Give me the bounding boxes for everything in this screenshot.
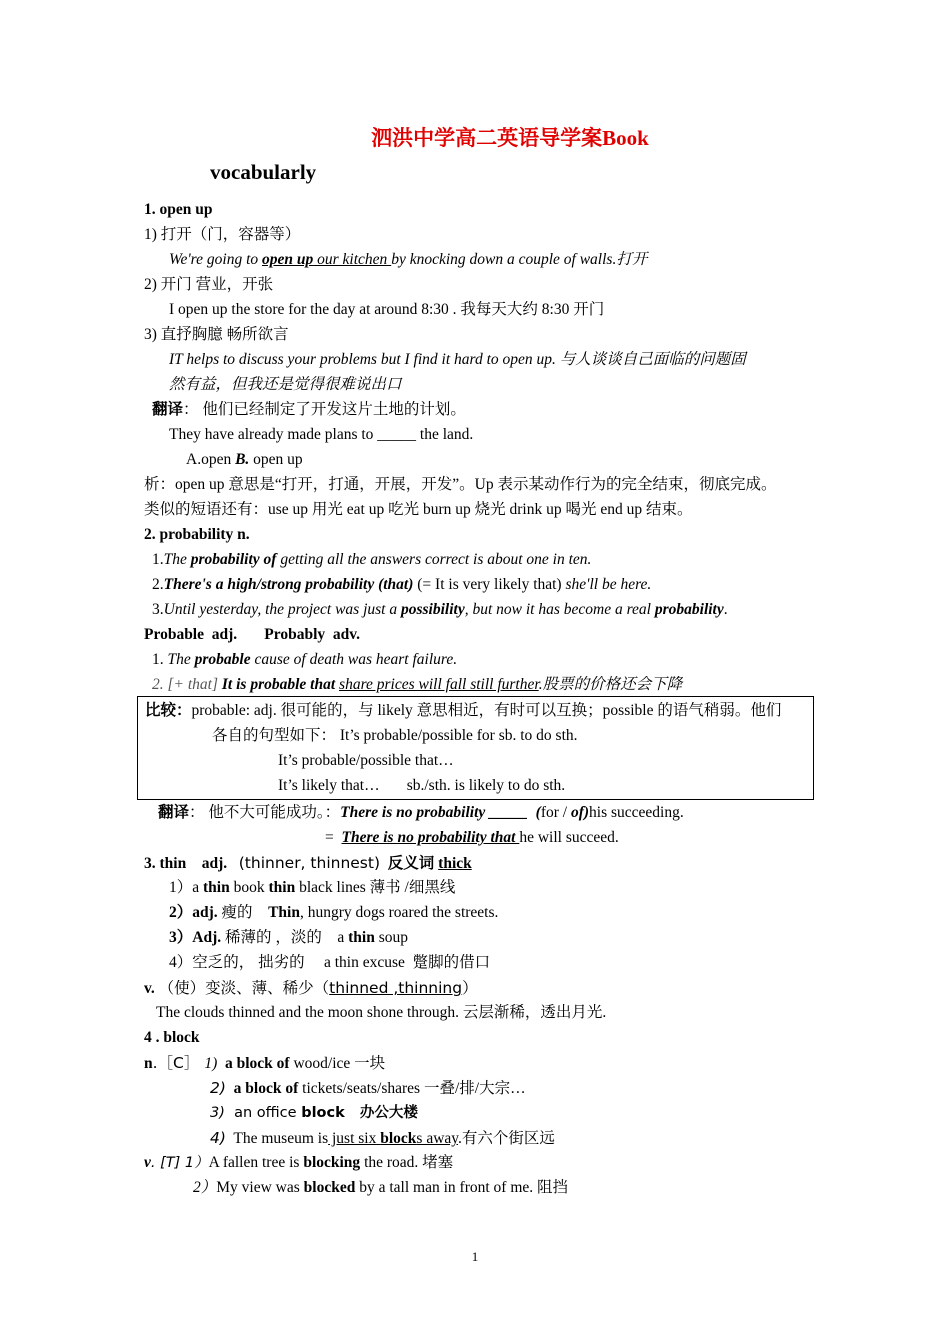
example-keyword: probability (654, 601, 724, 618)
example-text: , but now it has become a real (464, 601, 655, 618)
meaning-line: 3) 直抒胸臆 畅所欲言 (144, 326, 289, 343)
example-line (152, 675, 682, 695)
example-line (169, 250, 647, 270)
translation-answer: There is no probability that (341, 829, 520, 846)
example-keyword: thin (203, 879, 230, 896)
example-keyword: a block of (217, 1055, 290, 1072)
word-forms: thinned ,thinning (329, 979, 463, 997)
translation-answer: There is no probability _____ (340, 804, 528, 821)
example-keyword: There's a high/strong probability (that) (163, 576, 414, 593)
example-line (169, 903, 498, 923)
meaning-label: 3）Adj. (169, 929, 222, 946)
section-heading-block (144, 1028, 200, 1048)
analysis-line: 类似的短语还有：use up 用光 eat up 吃光 burn up 烧光 drink up 喝光 end up 结束。 (144, 501, 693, 518)
item-number: . [T] 1） (150, 1155, 209, 1171)
example-number: 3. (152, 601, 164, 618)
example-text: 1）a (169, 879, 204, 896)
example-keyword: It is probable that (221, 676, 336, 693)
example-text: an office (224, 1105, 302, 1121)
meaning-line: 2) 开门 营业，开张 (144, 276, 274, 293)
example-text: The (167, 651, 195, 668)
example-text: .有六个街区远 (458, 1130, 555, 1147)
example-text: our kitchen (313, 251, 392, 268)
meaning-label: 2）adj. (169, 904, 218, 921)
noun-meaning-line (144, 1053, 385, 1074)
item-number: 4) (210, 1129, 226, 1147)
comparison-line (145, 701, 781, 721)
word-forms: (thinner, thinnest) (238, 854, 381, 872)
example-text: A fallen tree is (208, 1154, 304, 1171)
example-line: 然有益，但我还是觉得很难说出口 (169, 376, 402, 393)
item-number: 2） (193, 1179, 217, 1196)
example-line (152, 650, 457, 670)
example-line: The clouds thinned and the moon shone through. 云层渐稀，透出月光. (156, 1004, 607, 1021)
example-text: .股票的价格还会下降 (538, 676, 683, 693)
example-text: cause of death was heart failure. (250, 651, 458, 668)
verb-meaning-line (144, 1153, 453, 1173)
example-line (169, 928, 408, 948)
example-keyword: possibility (400, 601, 465, 618)
equals-sign: = (325, 829, 342, 846)
translation-label: 翻译 (158, 804, 190, 821)
countability-label: .［C］ (152, 1054, 205, 1072)
example-line: 4）空乏的， 拙劣的 a thin excuse 蹩脚的借口 (169, 954, 491, 971)
example-keyword: blocked (303, 1179, 356, 1196)
translation-text: ( (527, 804, 541, 821)
example-text: (= It is very likely that) (413, 576, 566, 593)
example-text: 瘦的 (217, 904, 269, 921)
example-keyword: blocking (303, 1154, 361, 1171)
example-text: 办公大楼 (344, 1105, 418, 1121)
example-text: book (229, 879, 269, 896)
section-heading-text: 3. thin adj. (144, 855, 228, 872)
meaning-text: ） (462, 980, 478, 997)
example-text: she'll be here. (565, 576, 652, 593)
item-number: 1) (204, 1055, 218, 1072)
translation-text: his succeeding. (589, 804, 684, 821)
example-line: I open up the store for the day at around 8:30 . 我每天大约 8:30 开门 (169, 301, 605, 318)
example-line (210, 1103, 418, 1123)
example-text: wood/ice 一块 (289, 1055, 386, 1072)
verb-meaning-line (144, 978, 478, 999)
pos-label: v (144, 1154, 151, 1171)
example-line (152, 575, 651, 595)
option-b-letter: B. (235, 451, 250, 468)
example-text: the road. 堵塞 (360, 1154, 454, 1171)
translation-answer: of) (570, 804, 590, 821)
example-line (152, 550, 591, 570)
item-number: 3) (210, 1105, 225, 1121)
antonym-label: 反义词 (387, 855, 435, 872)
page-title: 泗洪中学高二英语导学案Book (371, 126, 649, 150)
example-text: by a tall man in front of me. 阻挡 (355, 1179, 569, 1196)
example-line: IT helps to discuss your problems but I find it hard to open up. 与人谈谈自己面临的问题固 (169, 351, 746, 368)
example-text: tickets/seats/shares 一叠/排/大宗… (298, 1080, 526, 1097)
example-text: black lines 薄书 /细黑线 (295, 879, 456, 896)
page-subtitle: vocabularly (210, 160, 317, 184)
example-keyword: probability of (190, 551, 277, 568)
example-text: The museum is (225, 1130, 329, 1147)
section-heading-probability: 2. probability n. (144, 526, 250, 543)
translation-text: for / (540, 804, 571, 821)
example-keyword: block (380, 1130, 417, 1147)
section-heading-text: . block (155, 1029, 200, 1046)
example-number: 2. (152, 576, 164, 593)
comparison-text: probable: adj. 很可能的，与 likely 意思相近，有时可以互换；possible 的语气稍弱。他们 (191, 702, 782, 719)
example-keyword: a block of (225, 1080, 299, 1097)
example-keyword: Thin (268, 904, 300, 921)
translation-text: ： 他不大可能成功。： (189, 804, 341, 821)
example-keyword: block (301, 1105, 345, 1121)
meaning-text: （使）变淡、薄、稀少（ (154, 980, 330, 997)
example-text: share prices will fall still further (339, 676, 539, 693)
example-keyword: probable (194, 651, 251, 668)
option-b: open up (249, 451, 303, 468)
analysis-line: 析：open up 意思是“打开，打通，开展，开发”。Up 表示某动作行为的完全结束，彻底完成。 (144, 476, 777, 493)
item-number: 2) (210, 1079, 226, 1097)
example-number: 2. [+ that] (152, 676, 222, 693)
example-keyword: thin (268, 879, 296, 896)
example-keyword: thin (348, 929, 375, 946)
example-text: just six (328, 1130, 381, 1147)
option-a: A.open (186, 451, 236, 468)
translation-label: 翻译 (152, 401, 184, 418)
example-text: 稀薄的 ，淡的 a (221, 929, 349, 946)
example-text: s away (416, 1130, 459, 1147)
example-line (193, 1178, 568, 1198)
comparison-line: It’s likely that… sb./sth. is likely to do sth. (278, 777, 566, 794)
page-number: 1 (471, 1249, 479, 1264)
pos-label: v. (144, 980, 155, 997)
comparison-line: It’s probable/possible that… (278, 752, 454, 769)
example-line (210, 1128, 555, 1149)
comparison-label: 比较： (145, 702, 192, 719)
example-text: We're going to (169, 251, 263, 268)
example-text: by knocking down a couple of walls.打开 (391, 251, 648, 268)
example-text: The (163, 551, 191, 568)
translation-equivalent (325, 828, 619, 848)
section-number: 4 (144, 1029, 156, 1046)
translation-text: ： 他们已经制定了开发这片土地的计划。 (183, 401, 466, 418)
exercise-options (186, 450, 303, 470)
example-text: getting all the answers correct is about one in ten. (276, 551, 592, 568)
example-text: , hungry dogs roared the streets. (299, 904, 499, 921)
meaning-line: 1) 打开（门，容器等） (144, 226, 301, 243)
example-number: 1. (152, 551, 164, 568)
example-text: . (723, 601, 728, 618)
section-heading-open-up: 1. open up (144, 201, 213, 218)
antonym: thick (438, 855, 472, 872)
exercise-sentence: They have already made plans to _____ the land. (169, 426, 474, 443)
example-number: 1. (152, 651, 168, 668)
comparison-line: 各自的句型如下： It’s probable/possible for sb. to do sth. (212, 727, 578, 744)
example-line (152, 600, 728, 620)
example-line (210, 1078, 526, 1099)
example-text: soup (374, 929, 409, 946)
pos-label: n (144, 1055, 153, 1072)
example-text: Until yesterday, the project was just a (163, 601, 401, 618)
section-heading-thin (144, 853, 472, 874)
translation-text: he will succeed. (519, 829, 619, 846)
translation-prompt (152, 400, 466, 420)
example-keyword: open up (262, 251, 314, 268)
example-line (169, 878, 455, 898)
example-text: My view was (216, 1179, 304, 1196)
word-forms-heading: Probable adj. Probably adv. (144, 626, 361, 643)
translation-prompt (158, 803, 684, 823)
